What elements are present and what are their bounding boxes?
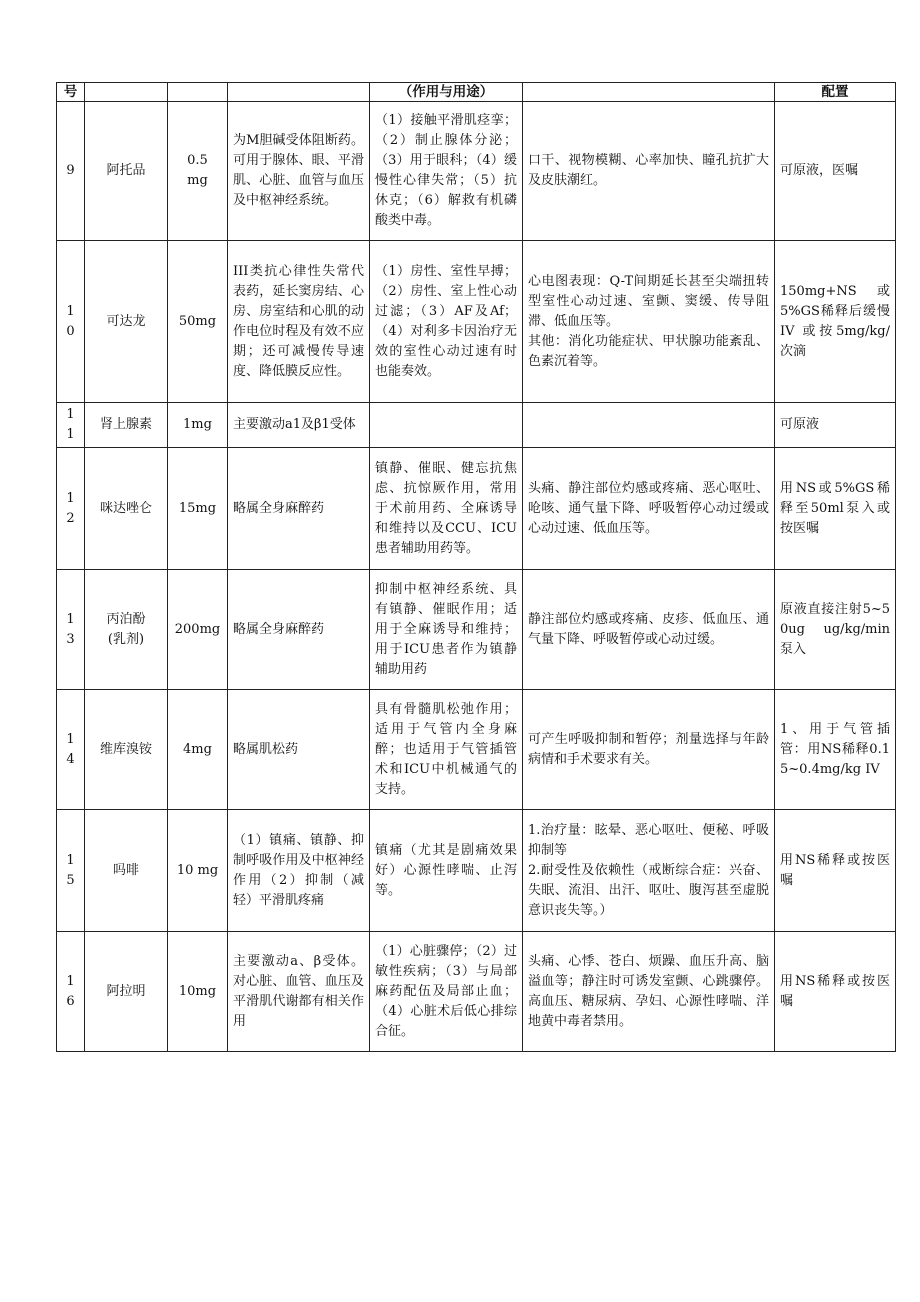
drug-name: 肾上腺素 [85,403,168,448]
row-no: 1 4 [57,690,85,810]
header-dose [168,83,228,102]
row-no: 1 1 [57,403,85,448]
row-no: 1 0 [57,241,85,403]
drug-dose: 200mg [168,570,228,690]
drug-side-effects: 可产生呼吸抑制和暂停；剂量选择与年龄病情和手术要求有关。 [523,690,775,810]
drug-mechanism: （1）镇痛、镇静、抑制呼吸作用及中枢神经作用（2）抑制（减轻）平滑肌疼痛 [228,810,370,932]
drug-mechanism: 主要激动a1及β1受体 [228,403,370,448]
drug-mechanism: 略属全身麻醉药 [228,448,370,570]
drug-table-sheet [56,82,896,1052]
drug-table [56,82,896,1052]
table-row [57,570,896,690]
drug-side-effects: 1.治疗量：眩晕、恶心呕吐、便秘、呼吸抑制等 2.耐受性及依赖性（戒断综合症：兴奋、失眠、流泪、出汗、呕吐、腹泻甚至虚脱意识丧失等。） [523,810,775,932]
drug-name: 可达龙 [85,241,168,403]
row-no: 1 3 [57,570,85,690]
header-no: 号 [57,83,85,102]
drug-config: 用NS或5%GS稀释至50ml泵入或按医嘱 [775,448,896,570]
drug-config: 可原液，医嘱 [775,102,896,241]
drug-usage: （1）心脏骤停；（2）过敏性疾病；（3）与局部麻药配伍及局部止血；（4）心脏术后低心排综合征。 [370,932,523,1052]
drug-side-effects: 头痛、静注部位灼感或疼痛、恶心呕吐、呛咳、通气量下降、呼吸暂停心动过缓或心动过速、低血压等。 [523,448,775,570]
drug-usage: 抑制中枢神经系统、具有镇静、催眠作用；适用于全麻诱导和维持；用于ICU患者作为镇静辅助用药 [370,570,523,690]
header-name [85,83,168,102]
drug-config: 原液直接注射5~50ug ug/kg/min 泵入 [775,570,896,690]
drug-usage: 镇痛（尤其是剧痛效果好）心源性哮喘、止泻等。 [370,810,523,932]
table-row [57,690,896,810]
drug-config: 用NS稀释或按医嘱 [775,932,896,1052]
table-header-row [57,83,896,102]
drug-side-effects: 静注部位灼感或疼痛、皮疹、低血压、通气量下降、呼吸暂停或心动过缓。 [523,570,775,690]
drug-mechanism: 为M胆碱受体阻断药。可用于腺体、眼、平滑肌、心脏、血管与血压及中枢神经系统。 [228,102,370,241]
header-usage: （作用与用途） [370,83,523,102]
drug-config: 1、用于气管插管：用NS稀释0.15~0.4mg/kg IV [775,690,896,810]
row-no: 1 6 [57,932,85,1052]
drug-dose: 50mg [168,241,228,403]
drug-mechanism: 略属全身麻醉药 [228,570,370,690]
drug-usage: （1）接触平滑肌痉挛；（2）制止腺体分泌；（3）用于眼科；（4）缓慢性心律失常；（5）抗休克；（6）解救有机磷酸类中毒。 [370,102,523,241]
drug-dose: 10mg [168,932,228,1052]
drug-name: 吗啡 [85,810,168,932]
header-config: 配置 [775,83,896,102]
drug-mechanism: III类抗心律性失常代表药，延长窦房结、心房、房室结和心肌的动作电位时程及有效不应期；还可减慢传导速度、降低膜反应性。 [228,241,370,403]
row-no: 1 2 [57,448,85,570]
drug-side-effects: 心电图表现：Q-T间期延长甚至尖端扭转型室性心动过速、室颤、窦缓、传导阻滞、低血压等。 其他：消化功能症状、甲状腺功能紊乱、色素沉着等。 [523,241,775,403]
drug-dose: 15mg [168,448,228,570]
drug-config: 150mg+NS 或 5%GS稀释后缓慢 IV 或按5mg/kg/次滴 [775,241,896,403]
drug-usage: （1）房性、室性早搏；（2）房性、室上性心动过滤；（3）AF及Af；（4）对利多卡因治疗无效的室性心动过速有时也能奏效。 [370,241,523,403]
table-row [57,932,896,1052]
drug-config: 用NS稀释或按医嘱 [775,810,896,932]
drug-side-effects: 口干、视物模糊、心率加快、瞳孔抗扩大及皮肤潮红。 [523,102,775,241]
drug-mechanism: 略属肌松药 [228,690,370,810]
drug-name: 阿拉明 [85,932,168,1052]
drug-dose: 0.5 mg [168,102,228,241]
table-row [57,241,896,403]
header-mechanism [228,83,370,102]
table-row [57,102,896,241]
table-row [57,810,896,932]
table-row [57,403,896,448]
drug-dose: 4mg [168,690,228,810]
drug-side-effects: 头痛、心悸、苍白、烦躁、血压升高、脑溢血等；静注时可诱发室颤、心跳骤停。高血压、糖尿病、孕妇、心源性哮喘、洋地黄中毒者禁用。 [523,932,775,1052]
drug-side-effects [523,403,775,448]
drug-name: 丙泊酚 (乳剂) [85,570,168,690]
drug-name: 阿托品 [85,102,168,241]
drug-usage: 具有骨髓肌松弛作用；适用于气管内全身麻醉；也适用于气管插管术和ICU中机械通气的支持。 [370,690,523,810]
drug-mechanism: 主要激动a、β受体。对心脏、血管、血压及平滑肌代谢都有相关作用 [228,932,370,1052]
drug-name: 维库溴铵 [85,690,168,810]
drug-usage [370,403,523,448]
drug-config: 可原液 [775,403,896,448]
row-no: 1 5 [57,810,85,932]
drug-dose: 10 mg [168,810,228,932]
drug-dose: 1mg [168,403,228,448]
table-row [57,448,896,570]
drug-usage: 镇静、催眠、健忘抗焦虑、抗惊厥作用，常用于术前用药、全麻诱导和维持以及CCU、ICU患者辅助用药等。 [370,448,523,570]
row-no: 9 [57,102,85,241]
drug-name: 咪达唑仑 [85,448,168,570]
header-side-effects [523,83,775,102]
